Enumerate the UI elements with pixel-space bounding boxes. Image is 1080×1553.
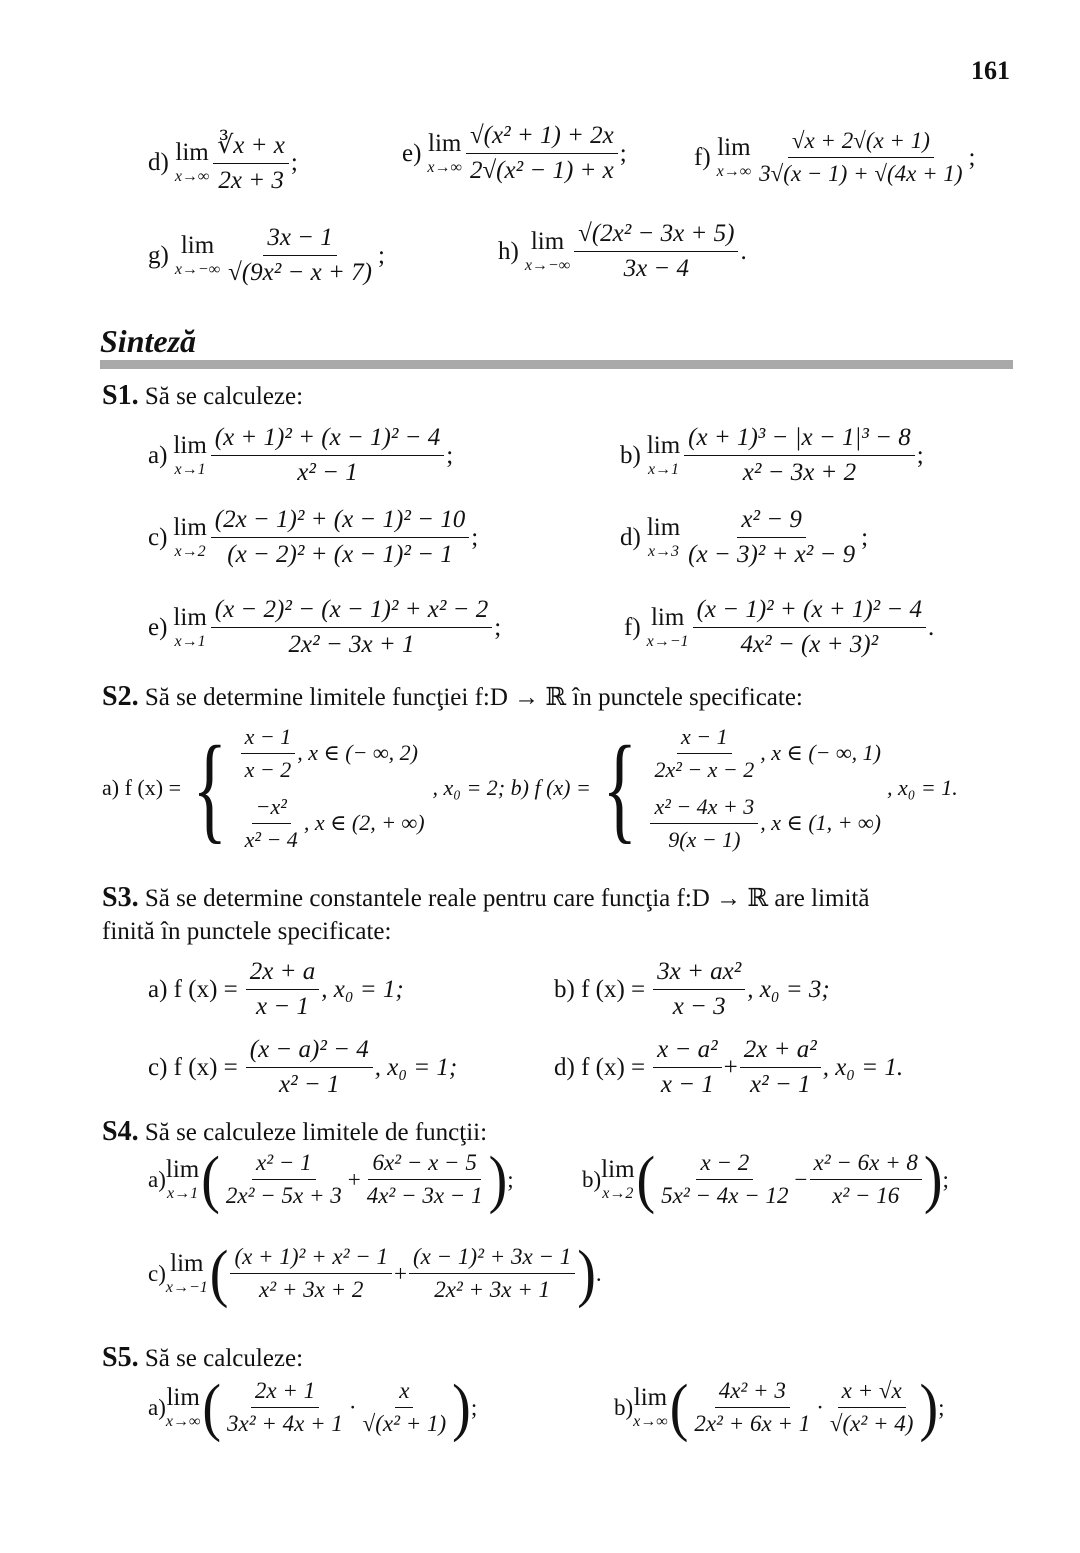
fraction: $\frac{\text{3x + ax²}}{x - 3}$ [653, 958, 745, 1021]
fraction: $\frac{√x + 2√(x + 1)}{3√(x - 1) + √(4x + 1)}$ [759, 128, 963, 186]
limit-operator: lim x→−∞ [174, 232, 221, 278]
limit-operator: lim x→∞ [716, 134, 752, 180]
fraction: $\frac{\text{x − a²}}{x - 1}$ [653, 1036, 721, 1099]
s5-a: a) lim x→∞ ( $\frac{2x + 1}{\text{3x² + 4x + 1}}$ · $\frac{x}{\text{√(x² + 1)}}$ ) ; [148, 1371, 478, 1444]
limit-operator: lim x→∞ [633, 1384, 668, 1430]
limit-operator: lim x→−1 [646, 604, 689, 650]
limit-operator: lim x→−∞ [524, 228, 571, 274]
exercise-e: e) lim x→∞ $\frac{\text{√(x² + 1) + 2x}}{\text{2√(x² − 1) + x}}$ ; [402, 122, 627, 184]
exercise-d: d) lim x→∞ $\frac{∛x + x}{2x + 3}$ ; [148, 132, 298, 194]
limit-operator: lim x→1 [646, 432, 681, 478]
exercise-h: h) lim x→−∞ $\frac{\text{√(2x² − 3x + 5)}}{3x - 4}$ . [498, 220, 747, 282]
piecewise-b: $\frac{x - 1}{\text{2x² − x − 2}}$ , x ∈ (− ∞, 1) $\frac{\text{x² − 4x + 3}}{9(x - 1)}$ , x ∈ (1, + ∞) [648, 718, 881, 858]
section-title: Sinteză [100, 323, 197, 359]
limit-operator: lim x→1 [173, 604, 207, 650]
s5-b: b) lim x→∞ ( $\frac{\text{4x² + 3}}{\text{2x² + 6x + 1}}$ · $\frac{x + √x}{\text{√(x² + 4)}}$ ) ; [614, 1371, 945, 1444]
s1-a: a) lim x→1 $\frac{\text{(x + 1)² + (x − 1)² − 4}}{\text{x² − 1}}$ ; [148, 424, 454, 486]
exercise-g: g) lim x→−∞ $\frac{3x - 1}{\text{√(9x² − x + 7)}}$ ; [148, 224, 385, 286]
fraction: $\frac{∛x + x}{2x + 3}$ [213, 130, 289, 195]
limit-operator: lim x→∞ [427, 130, 462, 176]
brace-icon: { [602, 721, 637, 854]
right-paren-icon: ) [452, 1371, 471, 1444]
right-paren-icon: ) [919, 1371, 939, 1444]
s3-c: c) f (x) = $\frac{\text{(x − a)² − 4}}{\text{x² − 1}}$ , x₀ = 1; [148, 1036, 458, 1098]
limit-operator: lim x→3 [646, 514, 681, 560]
s2-piecewise: a) f (x) = { $\frac{x - 1}{x - 2}$ , x ∈ (− ∞, 2) $\frac{\text{−x²}}{\text{x² − 4}}$ , x ∈ (2, + ∞) , x₀ = 2; b) f (x) = { $\frac{x - 1}{\text{2x² − x − 2}}$ , x ∈ (− ∞, 1) $\frac{\text{x² − 4x + 3}}{9(x - 1)}$ , x ∈ (1, + ∞) , x₀ = 1. [102, 718, 958, 858]
right-paren-icon: ) [488, 1143, 508, 1216]
right-paren-icon: ) [923, 1143, 943, 1216]
fraction: $\frac{\text{√(2x² − 3x + 5)}}{3x - 4}$ [574, 220, 738, 283]
limit-operator: lim x→1 [165, 1156, 200, 1202]
fraction: $\frac{\text{√(x² + 1) + 2x}}{\text{2√(x² − 1) + x}}$ [466, 122, 618, 185]
left-paren-icon: ( [202, 1371, 222, 1444]
fraction: $\frac{\text{(x − a)² − 4}}{\text{x² − 1}}$ [246, 1036, 373, 1099]
s1-f: f) lim x→−1 $\frac{\text{(x − 1)² + (x + 1)² − 4}}{\text{4x² − (x + 3)²}}$ . [624, 596, 935, 658]
s1-b: b) lim x→1 $\frac{\text{(x + 1)³ − |x − 1|³ − 8}}{\text{x² − 3x + 2}}$ ; [620, 424, 924, 486]
s4-a: a) lim x→1 ( $\frac{\text{x² − 1}}{\text{2x² − 5x + 3}}$ + $\frac{\text{6x² − x − 5}}{\text{4x² − 3x − 1}}$ ) ; [148, 1143, 514, 1216]
fraction: $\frac{\text{(x + 1)² + (x − 1)² − 4}}{\text{x² − 1}}$ [211, 424, 444, 487]
piecewise-a: $\frac{x - 1}{x - 2}$ , x ∈ (− ∞, 2) $\frac{\text{−x²}}{\text{x² − 4}}$ , x ∈ (2, + ∞) [239, 718, 425, 858]
fraction: $\frac{2x + a}{x - 1}$ [246, 958, 319, 1021]
task-s1-heading: S1. Să se calculeze: [102, 380, 304, 411]
fraction: $\frac{\text{(x − 2)² − (x − 1)² + x² − 2}}{\text{2x² − 3x + 1}}$ [211, 596, 492, 659]
limit-operator: lim x→1 [173, 432, 207, 478]
task-s3-heading-cont: finită în punctele specificate: [102, 918, 392, 945]
limit-operator: lim x→∞ [165, 1384, 201, 1430]
left-paren-icon: ( [669, 1371, 689, 1444]
s4-c: c) lim x→−1 ( $\frac{\text{(x + 1)² + x² − 1}}{\text{x² + 3x + 2}}$ + $\frac{\text{(x − 1)² + 3x − 1}}{\text{2x² + 3x + 1}}$ ) . [148, 1237, 602, 1310]
exercise-f: f) lim x→∞ $\frac{√x + 2√(x + 1)}{3√(x - 1) + √(4x + 1)}$ ; [694, 128, 976, 186]
brace-icon: { [192, 721, 228, 854]
fraction: $\frac{\text{(x − 1)² + (x + 1)² − 4}}{\text{4x² − (x + 3)²}}$ [693, 596, 926, 659]
fraction: $\frac{3x - 1}{\text{√(9x² − x + 7)}}$ [228, 224, 372, 286]
limit-operator: lim x→2 [601, 1156, 635, 1202]
s4-b: b) lim x→2 ( $\frac{x - 2}{\text{5x² − 4x − 12}}$ − $\frac{\text{x² − 6x + 8}}{\text{x² − 16}}$ ) ; [582, 1143, 949, 1216]
limit-operator: lim x→∞ [174, 139, 210, 185]
section-divider [100, 360, 1013, 369]
left-paren-icon: ( [636, 1143, 656, 1216]
limit-operator: lim x→2 [173, 514, 207, 560]
s1-e: e) lim x→1 $\frac{\text{(x − 2)² − (x − 1)² + x² − 2}}{\text{2x² − 3x + 1}}$ ; [148, 596, 502, 658]
fraction: $\frac{\text{2x + a²}}{\text{x² − 1}}$ [740, 1036, 821, 1099]
s3-a: a) f (x) = $\frac{2x + a}{x - 1}$ , x₀ = 1; [148, 958, 404, 1020]
task-s2-heading: S2. Să se determine limitele funcţiei f:D → ℝ în punctele specificate: [102, 681, 803, 712]
task-s5-heading: S5. Să se calculeze: [102, 1342, 304, 1373]
left-paren-icon: ( [209, 1237, 229, 1310]
s3-d: d) f (x) = $\frac{\text{x − a²}}{x - 1}$ + $\frac{\text{2x + a²}}{\text{x² − 1}}$ , x₀ = 1. [554, 1036, 904, 1098]
s3-b: b) f (x) = $\frac{\text{3x + ax²}}{x - 3}$ , x₀ = 3; [554, 958, 830, 1020]
fraction: $\frac{\text{(x + 1)³ − |x − 1|³ − 8}}{\text{x² − 3x + 2}}$ [684, 424, 915, 487]
limit-operator: lim x→−1 [165, 1250, 208, 1296]
fraction: $\frac{\text{x² − 9}}{\text{(x − 3)² + x² − 9}}$ [688, 506, 856, 568]
fraction: $\frac{\text{(2x − 1)² + (x − 1)² − 10}}{\text{(x − 2)² + (x − 1)² − 1}}$ [211, 506, 469, 569]
s1-d: d) lim x→3 $\frac{\text{x² − 9}}{\text{(x − 3)² + x² − 9}}$ ; [620, 506, 869, 568]
task-s4-heading: S4. Să se calculeze limitele de funcţii: [102, 1116, 488, 1147]
task-s3-heading: S3. Să se determine constantele reale pentru care funcţia f:D → ℝ are limită [102, 882, 870, 913]
left-paren-icon: ( [201, 1143, 220, 1216]
right-paren-icon: ) [577, 1237, 596, 1310]
page-number: 161 [971, 56, 1010, 85]
s1-c: c) lim x→2 $\frac{\text{(2x − 1)² + (x − 1)² − 10}}{\text{(x − 2)² + (x − 1)² − 1}}$ ; [148, 506, 479, 568]
